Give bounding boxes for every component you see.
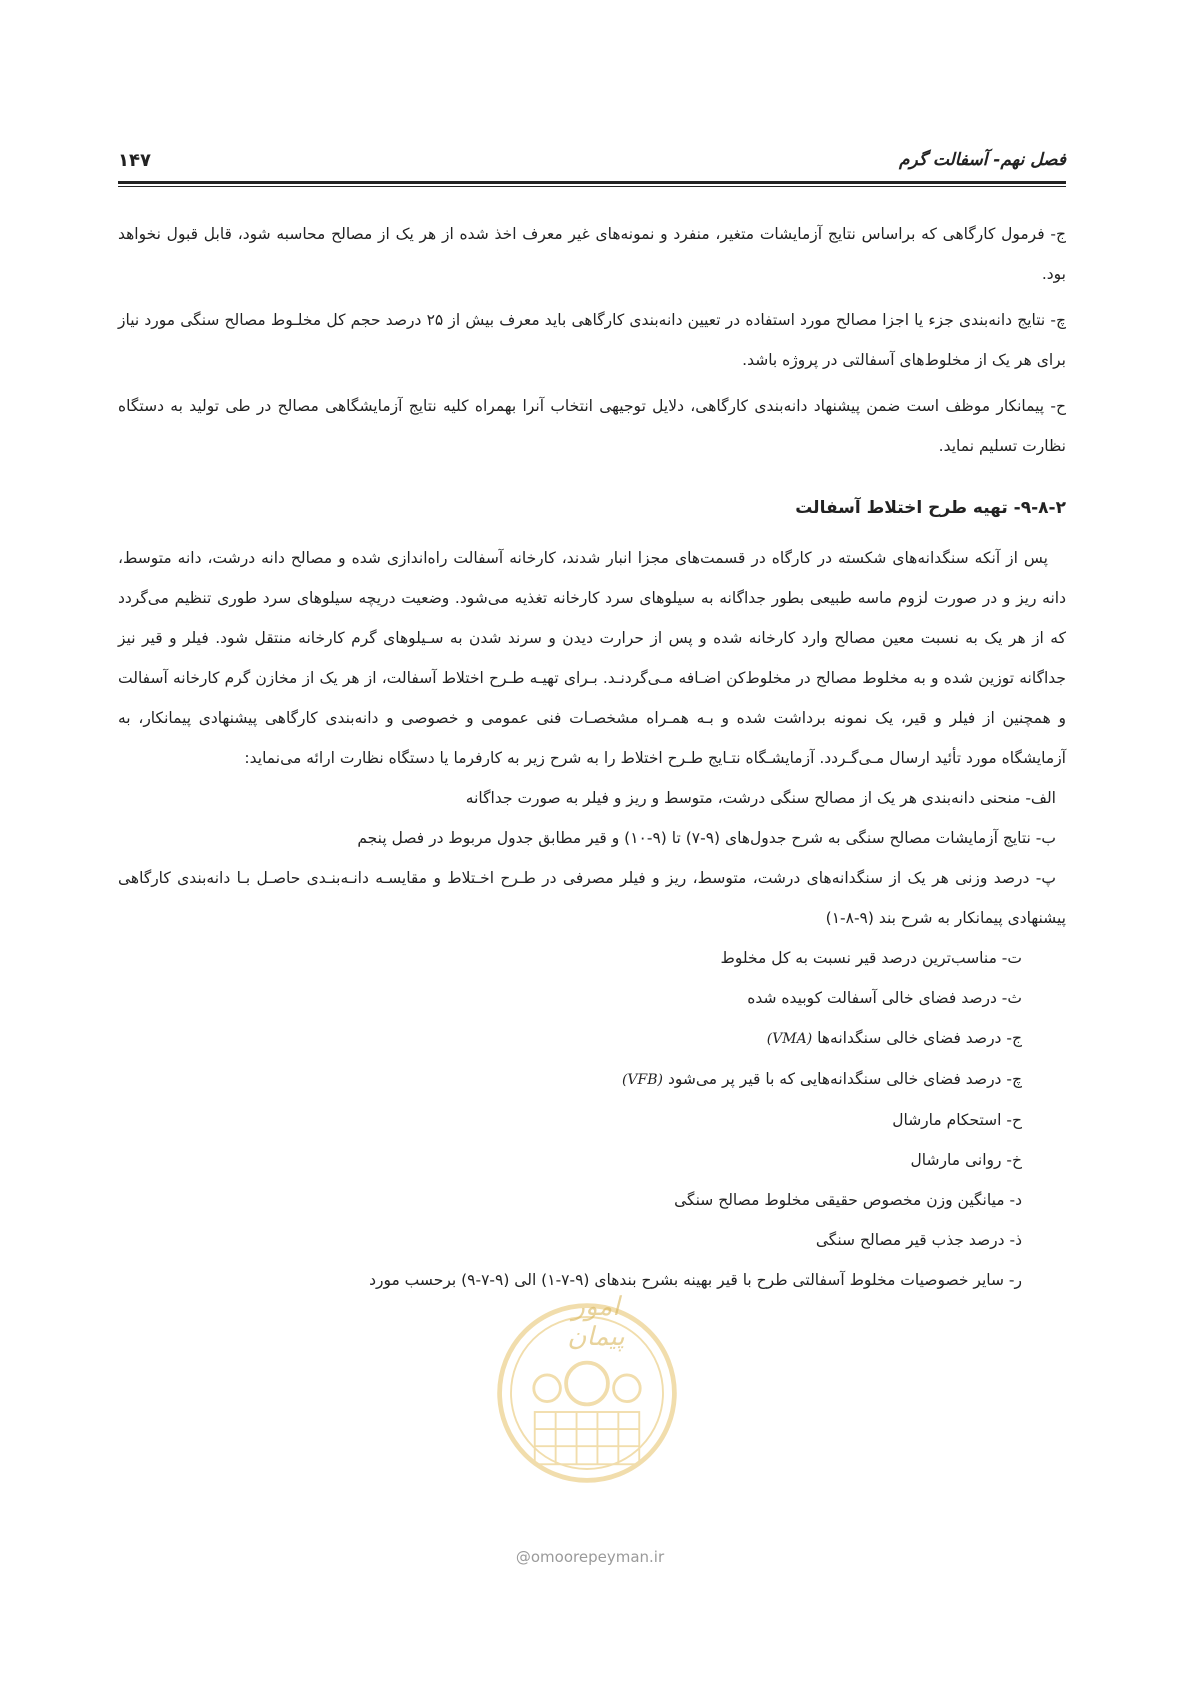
list-item-pe: پ- درصد وزنی هر یک از سنگدانه‌های درشت، متوسط، ریز و فیلر مصرفی در طـرح اخـتلاط و مقایسـه دانـه‌بنـدی حاصـل بـا دانه‌بندی کارگاهی پیشنهادی پیمانکار به شرح بند (۹-۸-۱) (118, 869, 1066, 927)
watermark-stamp-text: امور پیمان (567, 1292, 625, 1352)
list-item-he: ح- استحکام مارشال (892, 1111, 1022, 1129)
page-content (118, 214, 1066, 1300)
list-item-dal: د- میانگین وزن مخصوص حقیقی مخلوط مصالح سنگی (674, 1191, 1022, 1209)
paragraph-jim: ج- فرمول کارگاهی که براساس نتایج آزمایشات متغیر، منفرد و نمونه‌های غیر معرف اخذ شده از هر یک از مصالح محاسبه شود، قابل قبول نخواهد بود. (118, 225, 1066, 283)
vfb-abbreviation: (VFB) (621, 1072, 663, 1088)
list-item-be: ب- نتایج آزمایشات مصالح سنگی به شرح جدول‌های (۹-۷) تا (۹-۱۰) و قیر مطابق جدول مربوط در فصل پنجم (357, 829, 1056, 847)
list-item-te: ت- مناسب‌ترین درصد قیر نسبت به کل مخلوط (720, 949, 1022, 967)
vma-abbreviation: (VMA) (766, 1031, 813, 1047)
list-item-che (118, 1059, 1066, 1100)
paragraph-he: ح- پیمانکار موظف است ضمن پیشنهاد دانه‌بندی کارگاهی، دلایل توجیهی انتخاب آنرا بهمراه کلیه نتایج آزمایشگاهی مصالح در طی تولید به دستگاه نظارت تسلیم نماید. (118, 397, 1066, 455)
list-item-zal: ذ- درصد جذب قیر مصالح سنگی (815, 1231, 1022, 1249)
list-item-jim-text: ج- درصد فضای خالی سنگدانه‌ها (817, 1029, 1022, 1047)
list-item-se: ث- درصد فضای خالی آسفالت کوبیده شده (747, 989, 1022, 1007)
watermark-url: @omoorepeyman.ir (515, 1548, 665, 1566)
paragraph-che: چ- نتایج دانه‌بندی جزء یا اجزا مصالح مورد استفاده در تعیین دانه‌بندی کارگاهی باید معرف بیش از ۲۵ درصد حجم کل مخلـوط مصالح سنگی مورد نیاز برای هر یک از مخلوط‌های آسفالتی در پروژه باشد. (118, 311, 1066, 369)
list-item-khe: خ- روانی مارشال (910, 1151, 1022, 1169)
list-item-alef: الف- منحنی دانه‌بندی هر یک از مصالح سنگی درشت، متوسط و ریز و فیلر به صورت جداگانه (465, 789, 1056, 807)
page-number: ۱۴۷ (118, 150, 151, 171)
list-item-che-text: چ- درصد فضای خالی سنگدانه‌هایی که با قیر پر می‌شود (667, 1070, 1022, 1088)
list-item-jim (118, 1018, 1066, 1059)
header-divider (118, 181, 1066, 187)
list-item-re: ر- سایر خصوصیات مخلوط آسفالتی طرح با قیر بهینه بشرح بندهای (۹-۷-۱) الی (۹-۷-۹) برحسب مورد (369, 1271, 1022, 1289)
chapter-title: فصل نهم- آسفالت گرم (898, 150, 1066, 170)
section-heading: ۹-۸-۲- تهیه طرح اختلاط آسفالت (795, 498, 1066, 518)
section-body: پس از آنکه سنگدانه‌های شکسته در کارگاه در قسمت‌های مجزا انبار شدند، کارخانه آسفالت راه‌اندازی شده و مصالح دانه درشت، دانه متوسط، دانه ریز و در صورت لزوم ماسه طبیعی بطور جداگانه به سیلوهای سرد کارخانه تغذیه می‌شود. وضعیت دریچه سیلوهای سرد طوری تنظیم می‌گردد که از هر یک به نسبت معین مصالح وارد کارخانه شده و پس از حرارت دیدن و سرند شدن به سـیلوهای گرم کارخانه منتقل شود. فیلر و قیر نیز جداگانه توزین شده و به مخلوط مصالح در مخلوط‌کن اضـافه مـی‌گردنـد. بـرای تهیـه طـرح اختلاط آسفالت، از هر یک از مخازن گرم کارخانه آسفالت و همچنین از فیلر و قیر، یک نمونه برداشت شده و بـه همـراه مشخصـات فنی عمومی و خصوصی و دانه‌بندی کارگاهی پیشنهادی پیمانکار، به آزمایشگاه مورد تأئید ارسال مـی‌گـردد. آزمایشـگاه نتـایج طـرح اختلاط را به شرح زیر به کارفرما یا دستگاه نظارت ارائه می‌نماید: (118, 549, 1066, 767)
